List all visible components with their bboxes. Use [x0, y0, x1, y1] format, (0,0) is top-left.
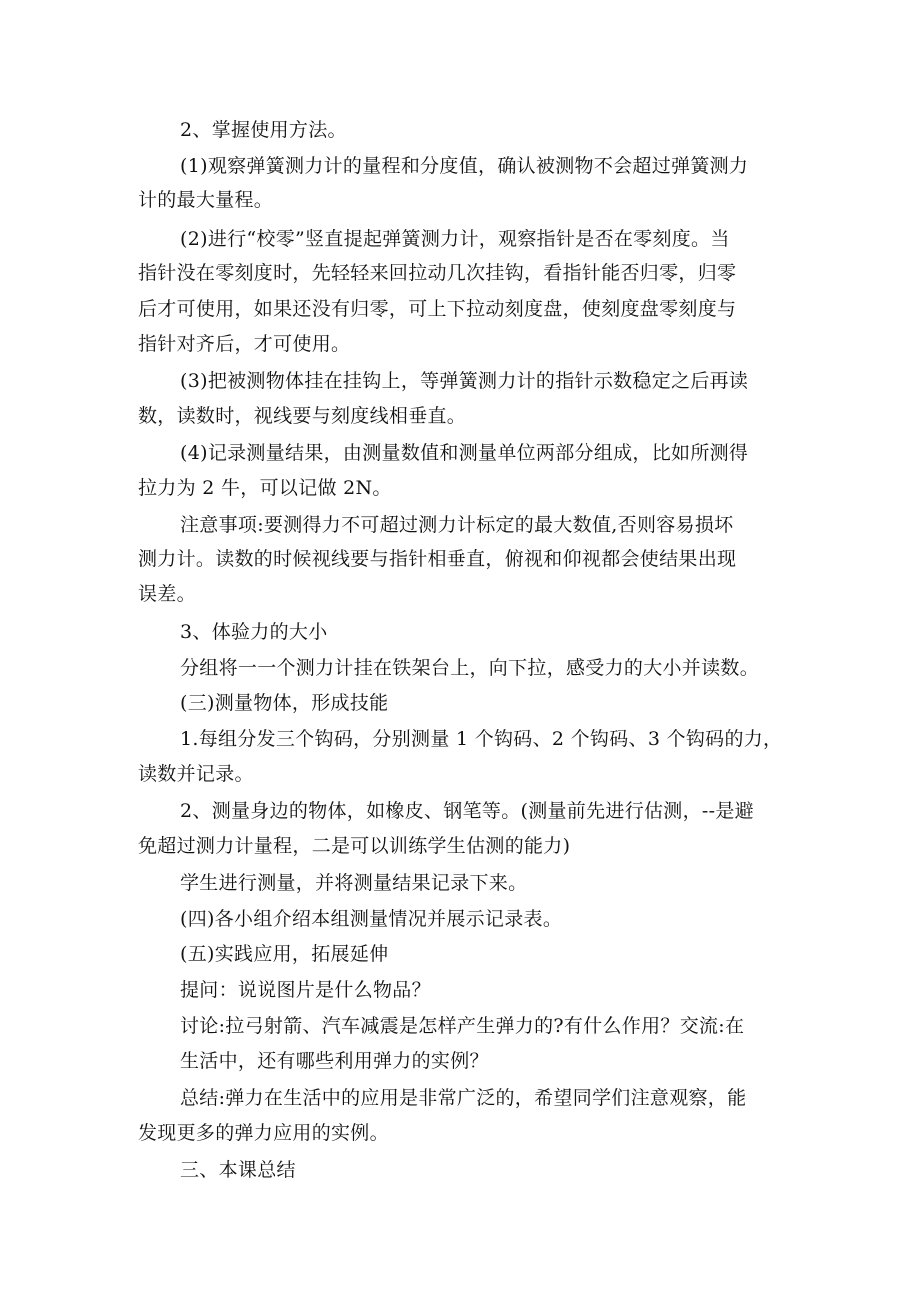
text-line-22: 学生进行测量，并将测量结果记录下来。 [180, 872, 528, 894]
text-line-29: 发现更多的弹力应用的实例。 [138, 1122, 389, 1144]
text-line-25: 提问：说说图片是什么物品？ [180, 979, 431, 1001]
text-line-17: (三)测量物体，形成技能 [180, 692, 389, 714]
text-line-8: (3)把被测物体挂在挂钩上，等弹簧测力计的指针示数稳定之后再读 [180, 370, 749, 392]
text-line-4: (2)进行“校零”竖直提起弹簧测力计，观察指针是否在零刻度。当 [180, 228, 730, 250]
text-line-18: 1.每组分发三个钩码，分别测量 1 个钩码、2 个钩码、3 个钩码的力， [180, 728, 783, 750]
text-line-14: 误差。 [138, 583, 196, 605]
text-line-13: 测力计。读数的时候视线要与指针相垂直，俯视和仰视都会使结果出现 [138, 548, 737, 570]
text-line-27: 生活中，还有哪些利用弹力的实例？ [180, 1050, 489, 1072]
text-line-1: 2、掌握使用方法。 [180, 119, 347, 141]
text-line-26: 讨论:拉弓射箭、汽车减震是怎样产生弹力的?有什么作用？交流:在 [180, 1015, 745, 1037]
text-line-11: 拉力为 2 牛，可以记做 2N。 [138, 477, 392, 499]
text-line-9: 数，读数时，视线要与刻度线相垂直。 [138, 405, 467, 427]
text-line-6: 后才可使用，如果还没有归零，可上下拉动刻度盘，使刻度盘零刻度与 [138, 298, 737, 320]
text-line-7: 指针对齐后，才可使用。 [138, 333, 351, 355]
text-line-16: 分组将一一个测力计挂在铁架台上，向下拉，感受力的大小并读数。 [180, 657, 760, 679]
text-line-3: 计的最大量程。 [138, 189, 274, 211]
text-line-19: 读数并记录。 [138, 763, 254, 785]
text-line-2: (1)观察弹簧测力计的量程和分度值，确认被测物不会超过弹簧测力 [180, 155, 749, 177]
text-line-10: (4)记录测量结果，由测量数值和测量单位两部分组成，比如所测得 [180, 442, 749, 464]
text-line-5: 指针没在零刻度时，先轻轻来回拉动几次挂钩，看指针能否归零，归零 [138, 262, 737, 284]
text-line-21: 免超过测力计量程，二是可以训练学生估测的能力) [138, 835, 571, 857]
text-line-23: (四)各小组介绍本组测量情况并展示记录表。 [180, 908, 563, 930]
text-line-24: (五)实践应用，拓展延伸 [180, 943, 389, 965]
text-line-12: 注意事项:要测得力不可超过测力计标定的最大数值,否则容易损坏 [180, 514, 734, 536]
text-line-30: 三、本课总结 [180, 1159, 296, 1181]
text-line-28: 总结:弹力在生活中的应用是非常广泛的，希望同学们注意观察，能 [180, 1087, 747, 1109]
text-line-20: 2、测量身边的物体，如橡皮、钢笔等。(测量前先进行估测，--是避 [180, 800, 754, 822]
text-line-15: 3、体验力的大小 [180, 621, 328, 643]
